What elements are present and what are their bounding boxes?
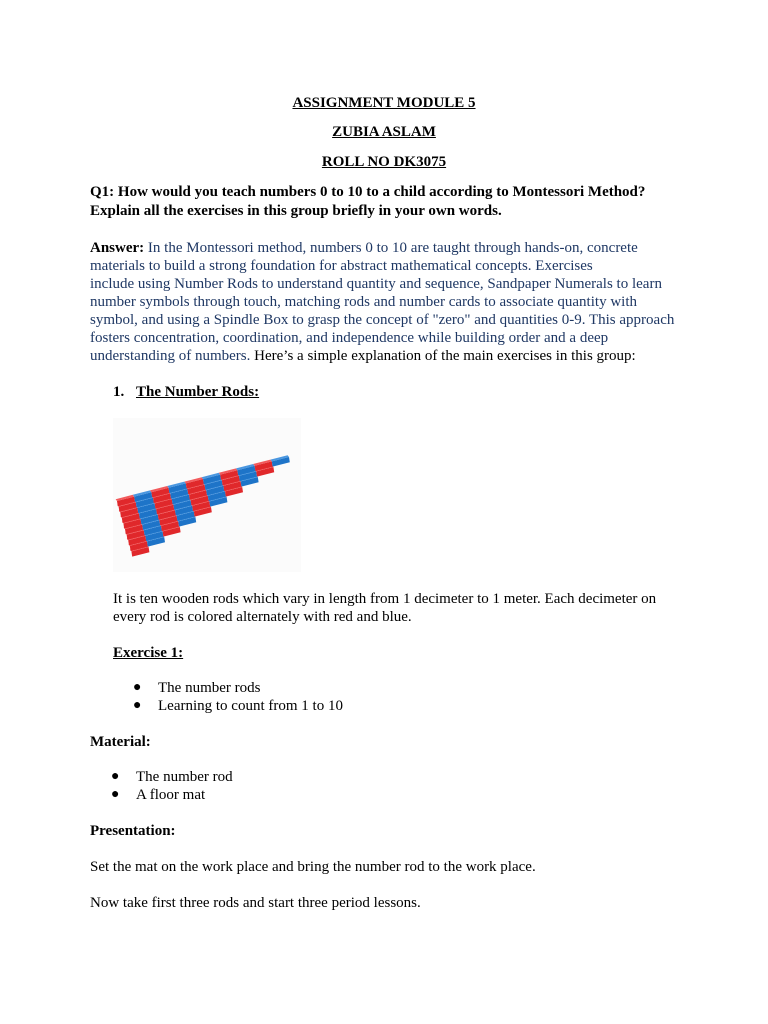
- answer-line-3: include using Number Rods to understand quantity and sequence, Sandpaper Numerals to learn: [90, 276, 662, 292]
- answer-label: Answer:: [90, 240, 145, 256]
- bullet-icon: ●: [133, 680, 142, 695]
- section-heading: The Number Rods:: [136, 384, 260, 400]
- rods-description-line-1: It is ten wooden rods which vary in length from 1 decimeter to 1 meter. Each decimeter on: [113, 591, 657, 607]
- answer-line-6: fosters concentration, coordination, and independence while building order and a deep: [90, 330, 609, 346]
- list-item: Learning to count from 1 to 10: [158, 698, 343, 714]
- list-item: The number rods: [158, 680, 261, 696]
- list-item: A floor mat: [136, 787, 206, 803]
- question-line-2: Explain all the exercises in this group briefly in your own words.: [90, 203, 502, 219]
- question-line-1: Q1: How would you teach numbers 0 to 10 to a child according to Montessori Method?: [90, 184, 646, 200]
- author-name: ZUBIA ASLAM: [332, 124, 436, 140]
- answer-line-5: symbol, and using a Spindle Box to grasp the concept of "zero" and quantities 0-9. This approach: [90, 312, 675, 328]
- document-title: ASSIGNMENT MODULE 5: [292, 95, 476, 111]
- answer-line-7: [90, 347, 636, 365]
- answer-text: understanding of numbers.: [90, 348, 251, 364]
- presentation-paragraph-2: Now take first three rods and start three period lessons.: [90, 895, 421, 911]
- rods-description-line-2: every rod is colored alternately with red and blue.: [113, 609, 412, 625]
- answer-line-4: number symbols through touch, matching rods and number cards to associate quantity with: [90, 294, 637, 310]
- answer-line-1: [90, 239, 638, 257]
- presentation-heading: Presentation:: [90, 823, 176, 839]
- presentation-paragraph-1: Set the mat on the work place and bring the number rod to the work place.: [90, 859, 536, 875]
- answer-line-2: materials to build a strong foundation for abstract mathematical concepts. Exercises: [90, 258, 593, 274]
- answer-text: In the Montessori method, numbers 0 to 10 are taught through hands-on, concrete: [147, 240, 638, 256]
- number-rods-image: [113, 418, 301, 572]
- bullet-icon: ●: [111, 769, 120, 784]
- number-rods-illustration: [113, 418, 301, 572]
- list-item: The number rod: [136, 769, 233, 785]
- material-heading: Material:: [90, 734, 151, 750]
- bullet-icon: ●: [133, 698, 142, 713]
- exercise-heading: Exercise 1:: [113, 645, 184, 661]
- answer-tail: Here’s a simple explanation of the main exercises in this group:: [254, 348, 636, 364]
- bullet-icon: ●: [111, 787, 120, 802]
- roll-number: ROLL NO DK3075: [321, 154, 447, 170]
- section-number: 1.: [113, 384, 125, 400]
